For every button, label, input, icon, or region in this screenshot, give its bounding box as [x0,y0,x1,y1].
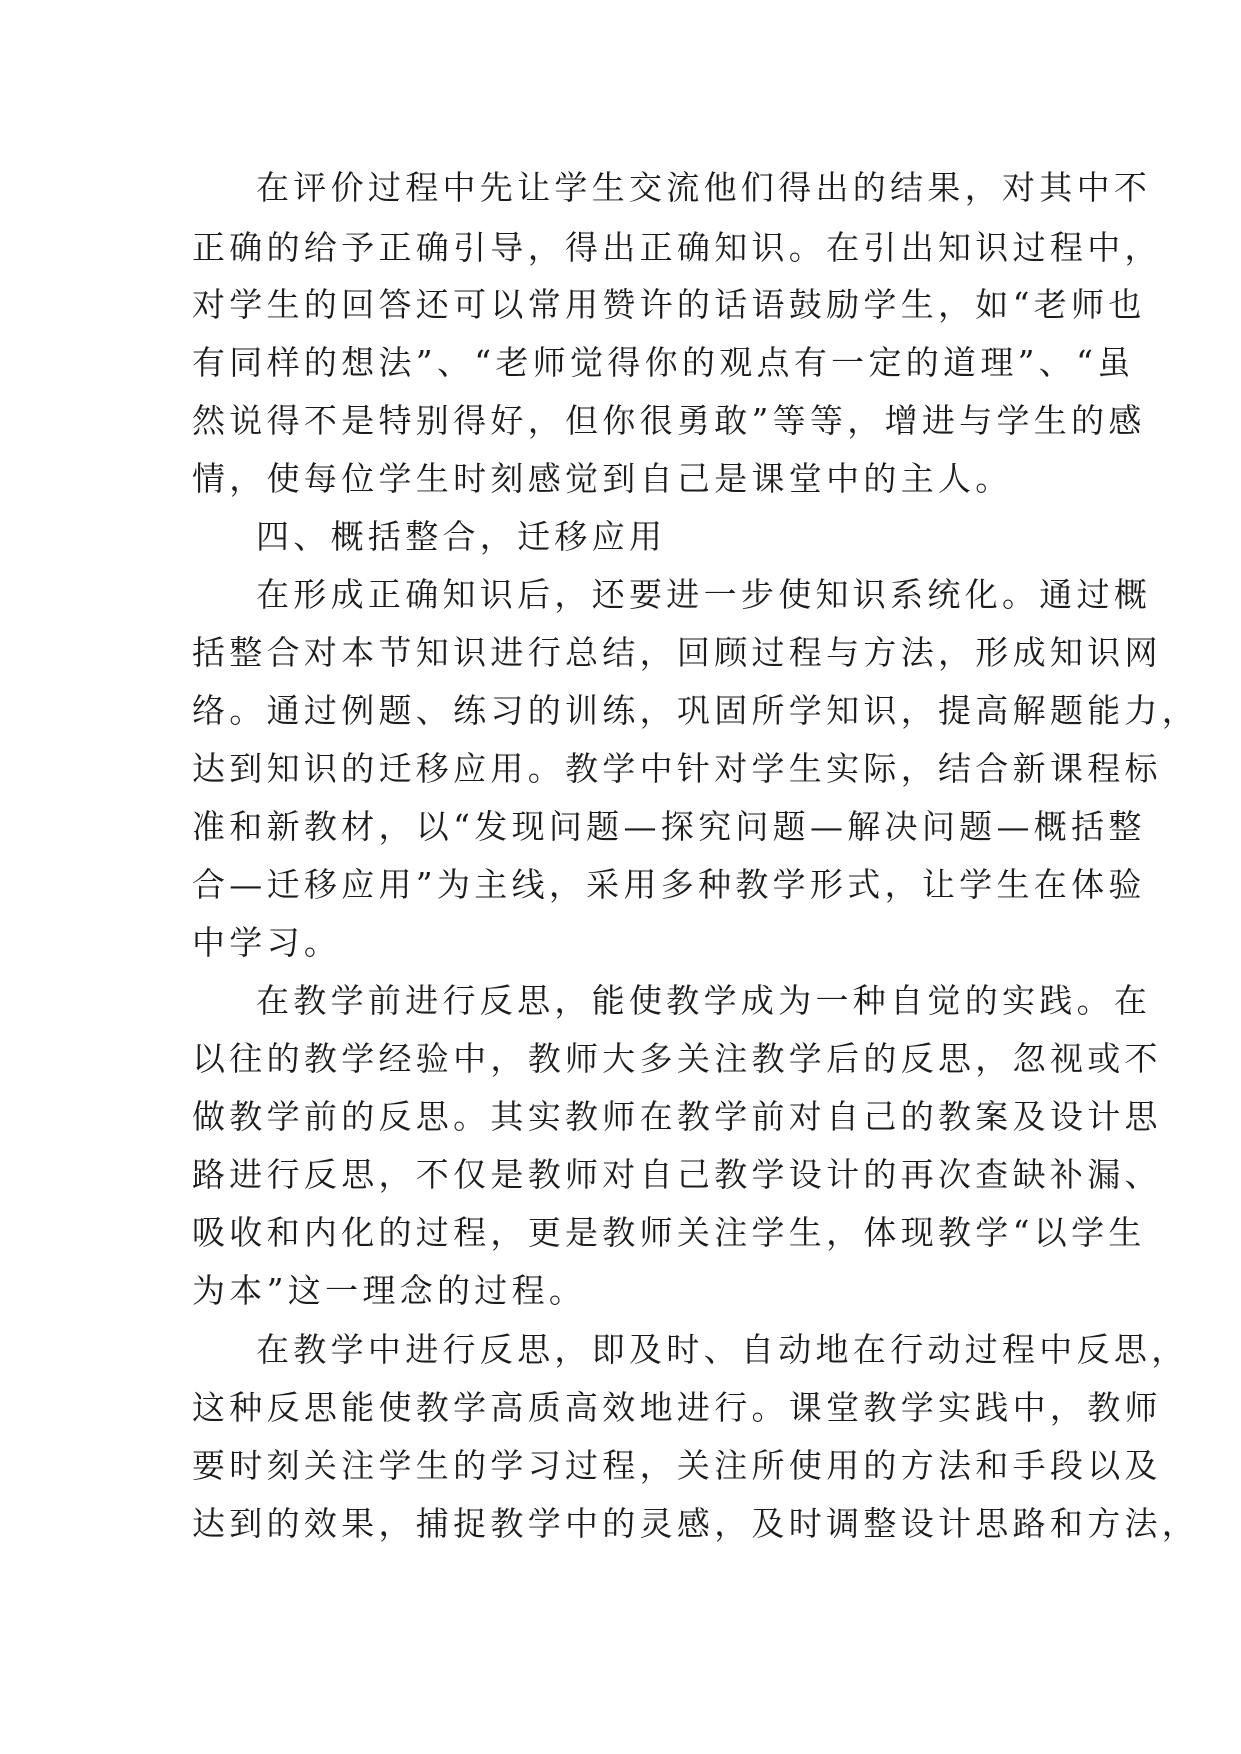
section-heading: 四、概括整合，迁移应用 [256,517,667,556]
paragraph-line: 以往的教学经验中，教师大多关注教学后的反思，忽视或不 [192,1039,1162,1078]
paragraph-line: 路进行反思，不仅是教师对自己教学设计的再次查缺补漏、 [192,1155,1162,1194]
paragraph-line: 在教学前进行反思，能使教学成为一种自觉的实践。在 [256,981,1152,1020]
paragraph-line: 在形成正确知识后，还要进一步使知识系统化。通过概 [256,575,1152,614]
paragraph-line: 要时刻关注学生的学习过程，关注所使用的方法和手段以及 [192,1446,1162,1485]
paragraph-line: 达到知识的迁移应用。教学中针对学生实际，结合新课程标 [192,749,1162,788]
paragraph-line: 达到的效果，捕捉教学中的灵感，及时调整设计思路和方法， [192,1504,1200,1543]
paragraph-line: 在教学中进行反思，即及时、自动地在行动过程中反思， [256,1330,1189,1369]
paragraph-line: 对学生的回答还可以常用赞许的话语鼓励学生，如“老师也 [192,285,1146,324]
paragraph-line: 这种反思能使教学高质高效地进行。课堂教学实践中，教师 [192,1388,1162,1427]
paragraph-line: 为本”这一理念的过程。 [192,1271,587,1310]
paragraph-line: 准和新教材，以“发现问题—探究问题—解决问题—概括整 [192,807,1146,846]
paragraph-line: 中学习。 [192,923,342,962]
paragraph-line: 有同样的想法”、“老师觉得你的观点有一定的道理”、“虽 [192,343,1135,382]
paragraph-line: 合—迁移应用”为主线，采用多种教学形式，让学生在体验 [192,865,1146,904]
paragraph-line: 然说得不是特别得好，但你很勇敢”等等，增进与学生的感 [192,401,1146,440]
paragraph-line: 在评价过程中先让学生交流他们得出的结果，对其中不 [256,168,1152,207]
paragraph-line: 吸收和内化的过程，更是教师关注学生，体现教学“以学生 [192,1213,1146,1252]
paragraph-line: 正确的给予正确引导，得出正确知识。在引出知识过程中， [192,228,1162,267]
paragraph-line: 做教学前的反思。其实教师在教学前对自己的教案及设计思 [192,1097,1162,1136]
paragraph-line: 络。通过例题、练习的训练，巩固所学知识，提高解题能力， [192,691,1200,730]
paragraph-line: 括整合对本节知识进行总结，回顾过程与方法，形成知识网 [192,633,1162,672]
paragraph-line: 情，使每位学生时刻感觉到自己是课堂中的主人。 [192,459,1013,498]
